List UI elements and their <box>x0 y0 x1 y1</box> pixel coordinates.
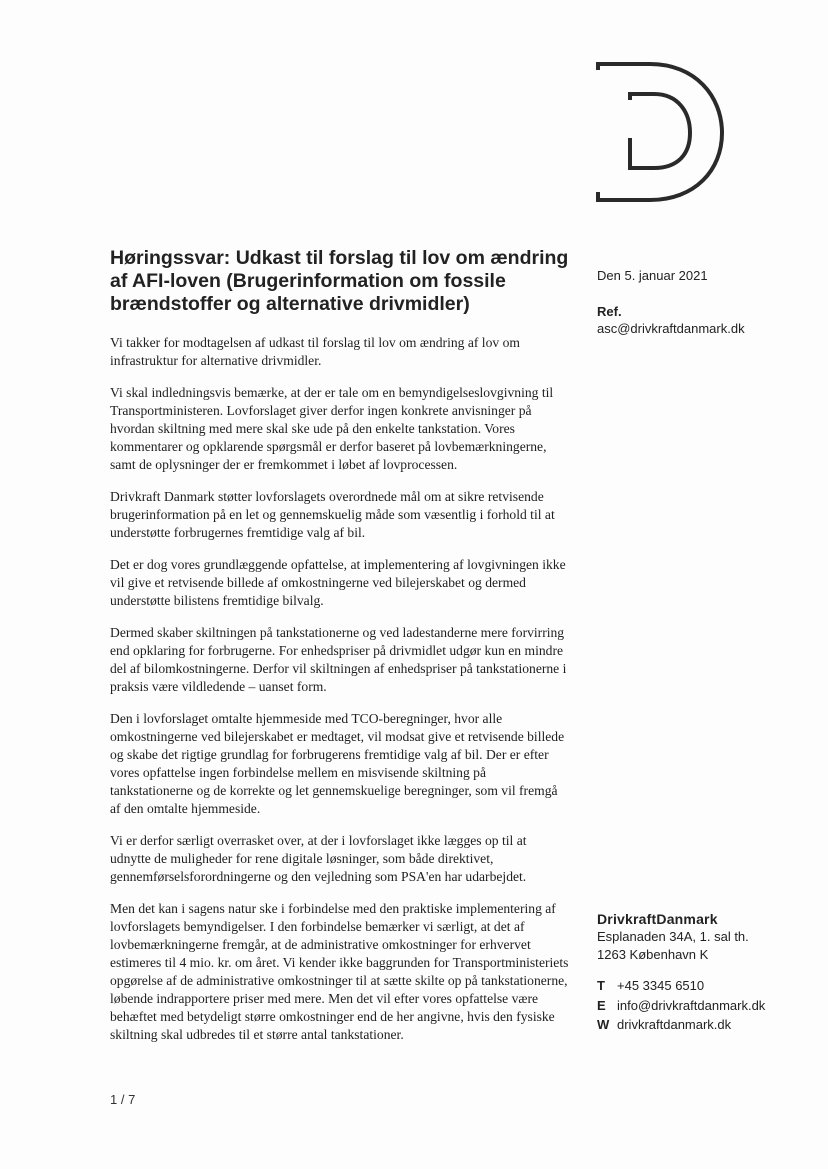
paragraph: Drivkraft Danmark støtter lovforslagets overordnede mål om at sikre retvisende brugerinformation på en let og gennemskuelig måde som væsentlig i forhold til at understøtte forbrugernes fremtidige valg af bil. <box>110 489 555 540</box>
document-body <box>110 334 570 1058</box>
company-address-line-1: Esplanaden 34A, 1. sal th. <box>597 929 749 944</box>
company-block <box>597 910 749 964</box>
drivkraft-d-logo-icon <box>590 60 730 205</box>
paragraph: Det er dog vores grundlæggende opfattelse, at implementering af lovgivningen ikke vil give et retvisende billede af omkostningerne ved bilejerskabet og dermed understøtte bilistens fremtidige bilvalg. <box>110 557 566 608</box>
contact-website: drivkraftdanmark.dk <box>617 1017 732 1032</box>
contact-block <box>597 976 765 1035</box>
company-address-line-2: 1263 København K <box>597 947 709 962</box>
reference-block <box>597 303 745 337</box>
contact-phone-row <box>597 976 765 996</box>
reference-label: Ref. <box>597 304 622 319</box>
paragraph: Vi takker for modtagelsen af udkast til forslag til lov om ændring af lov om infrastruktur for alternative drivmidler. <box>110 335 520 368</box>
phone-number: +45 3345 6510 <box>617 978 705 993</box>
paragraph: Vi skal indledningsvis bemærke, at der er tale om en bemyndigelseslovgivning til Transportministeren. Lovforslaget giver derfor ingen konkrete anvisninger på hvordan skiltning med mere skal ske ude på den enkelte tankstation. Vores kommentarer og opklarende spørgsmål er derfor baseret på lovbemærkningerne, samt de oplysninger der er fremkommet i løbet af lovprocessen. <box>110 385 554 472</box>
web-key: W <box>597 1017 610 1032</box>
contact-web-row <box>597 1015 765 1035</box>
page-number: 1 / 7 <box>110 1092 136 1107</box>
paragraph: Vi er derfor særligt overrasket over, at der i lovforslaget ikke lægges op til at udnytte de muligheder for rene digitale løsninger, som både direktivet, gennemførselsforordningerne og den vejledning som PSA'en har udarbejdet. <box>110 833 527 884</box>
document-date: Den 5. januar 2021 <box>597 268 708 283</box>
paragraph: Men det kan i sagens natur ske i forbindelse med den praktiske implementering af lovforslagets bemyndigelser. I den forbindelse bemærker vi særligt, at det af lovbemærkningerne fremgår, at de administrative omkostninger for erhvervet estimeres til 4 mio. kr. om året. Vi kender ikke baggrunden for Transportministeriets opgørelse af de administrative omkostninger til at sætte skilte op på tankstationerne, løbende indrapportere priser med mere. Men det vil efter vores opfattelse være behæftet med betydeligt større omkostninger end de her angivne, hvis den fysiske skiltning skal udbredes til et større antal tankstationer. <box>110 901 569 1042</box>
contact-email-row <box>597 996 765 1016</box>
paragraph: Dermed skaber skiltningen på tankstationerne og ved ladestanderne mere forvirring end opklaring for forbrugerne. For enhedspriser på drivmidlet udgør kun en mindre del af bilomkostningerne. Derfor vil skiltningen af enhedspriser på tankstationerne i praksis være vildledende – uanset form. <box>110 625 567 694</box>
reference-email: asc@drivkraftdanmark.dk <box>597 321 745 336</box>
document-title: Høringssvar: Udkast til forslag til lov om ændring af AFI-loven (Brugerinformation om fossile brændstoffer og alternative drivmidler) <box>110 247 569 315</box>
phone-key: T <box>597 978 605 993</box>
company-name: DrivkraftDanmark <box>597 911 718 927</box>
paragraph: Den i lovforslaget omtalte hjemmeside med TCO-beregninger, hvor alle omkostningerne ved bilejerskabet er medtaget, vil modsat give et retvisende billede og skabe det rigtige grundlag for forbrugerens fremtidige valg af bil. Der er efter vores opfattelse ingen forbindelse mellem en misvisende skiltning på tankstationerne og de korrekte og let gennemskuelige beregninger, som vil fremgå af den omtalte hjemmeside. <box>110 711 565 816</box>
contact-email: info@drivkraftdanmark.dk <box>617 997 766 1013</box>
email-key: E <box>597 997 606 1013</box>
